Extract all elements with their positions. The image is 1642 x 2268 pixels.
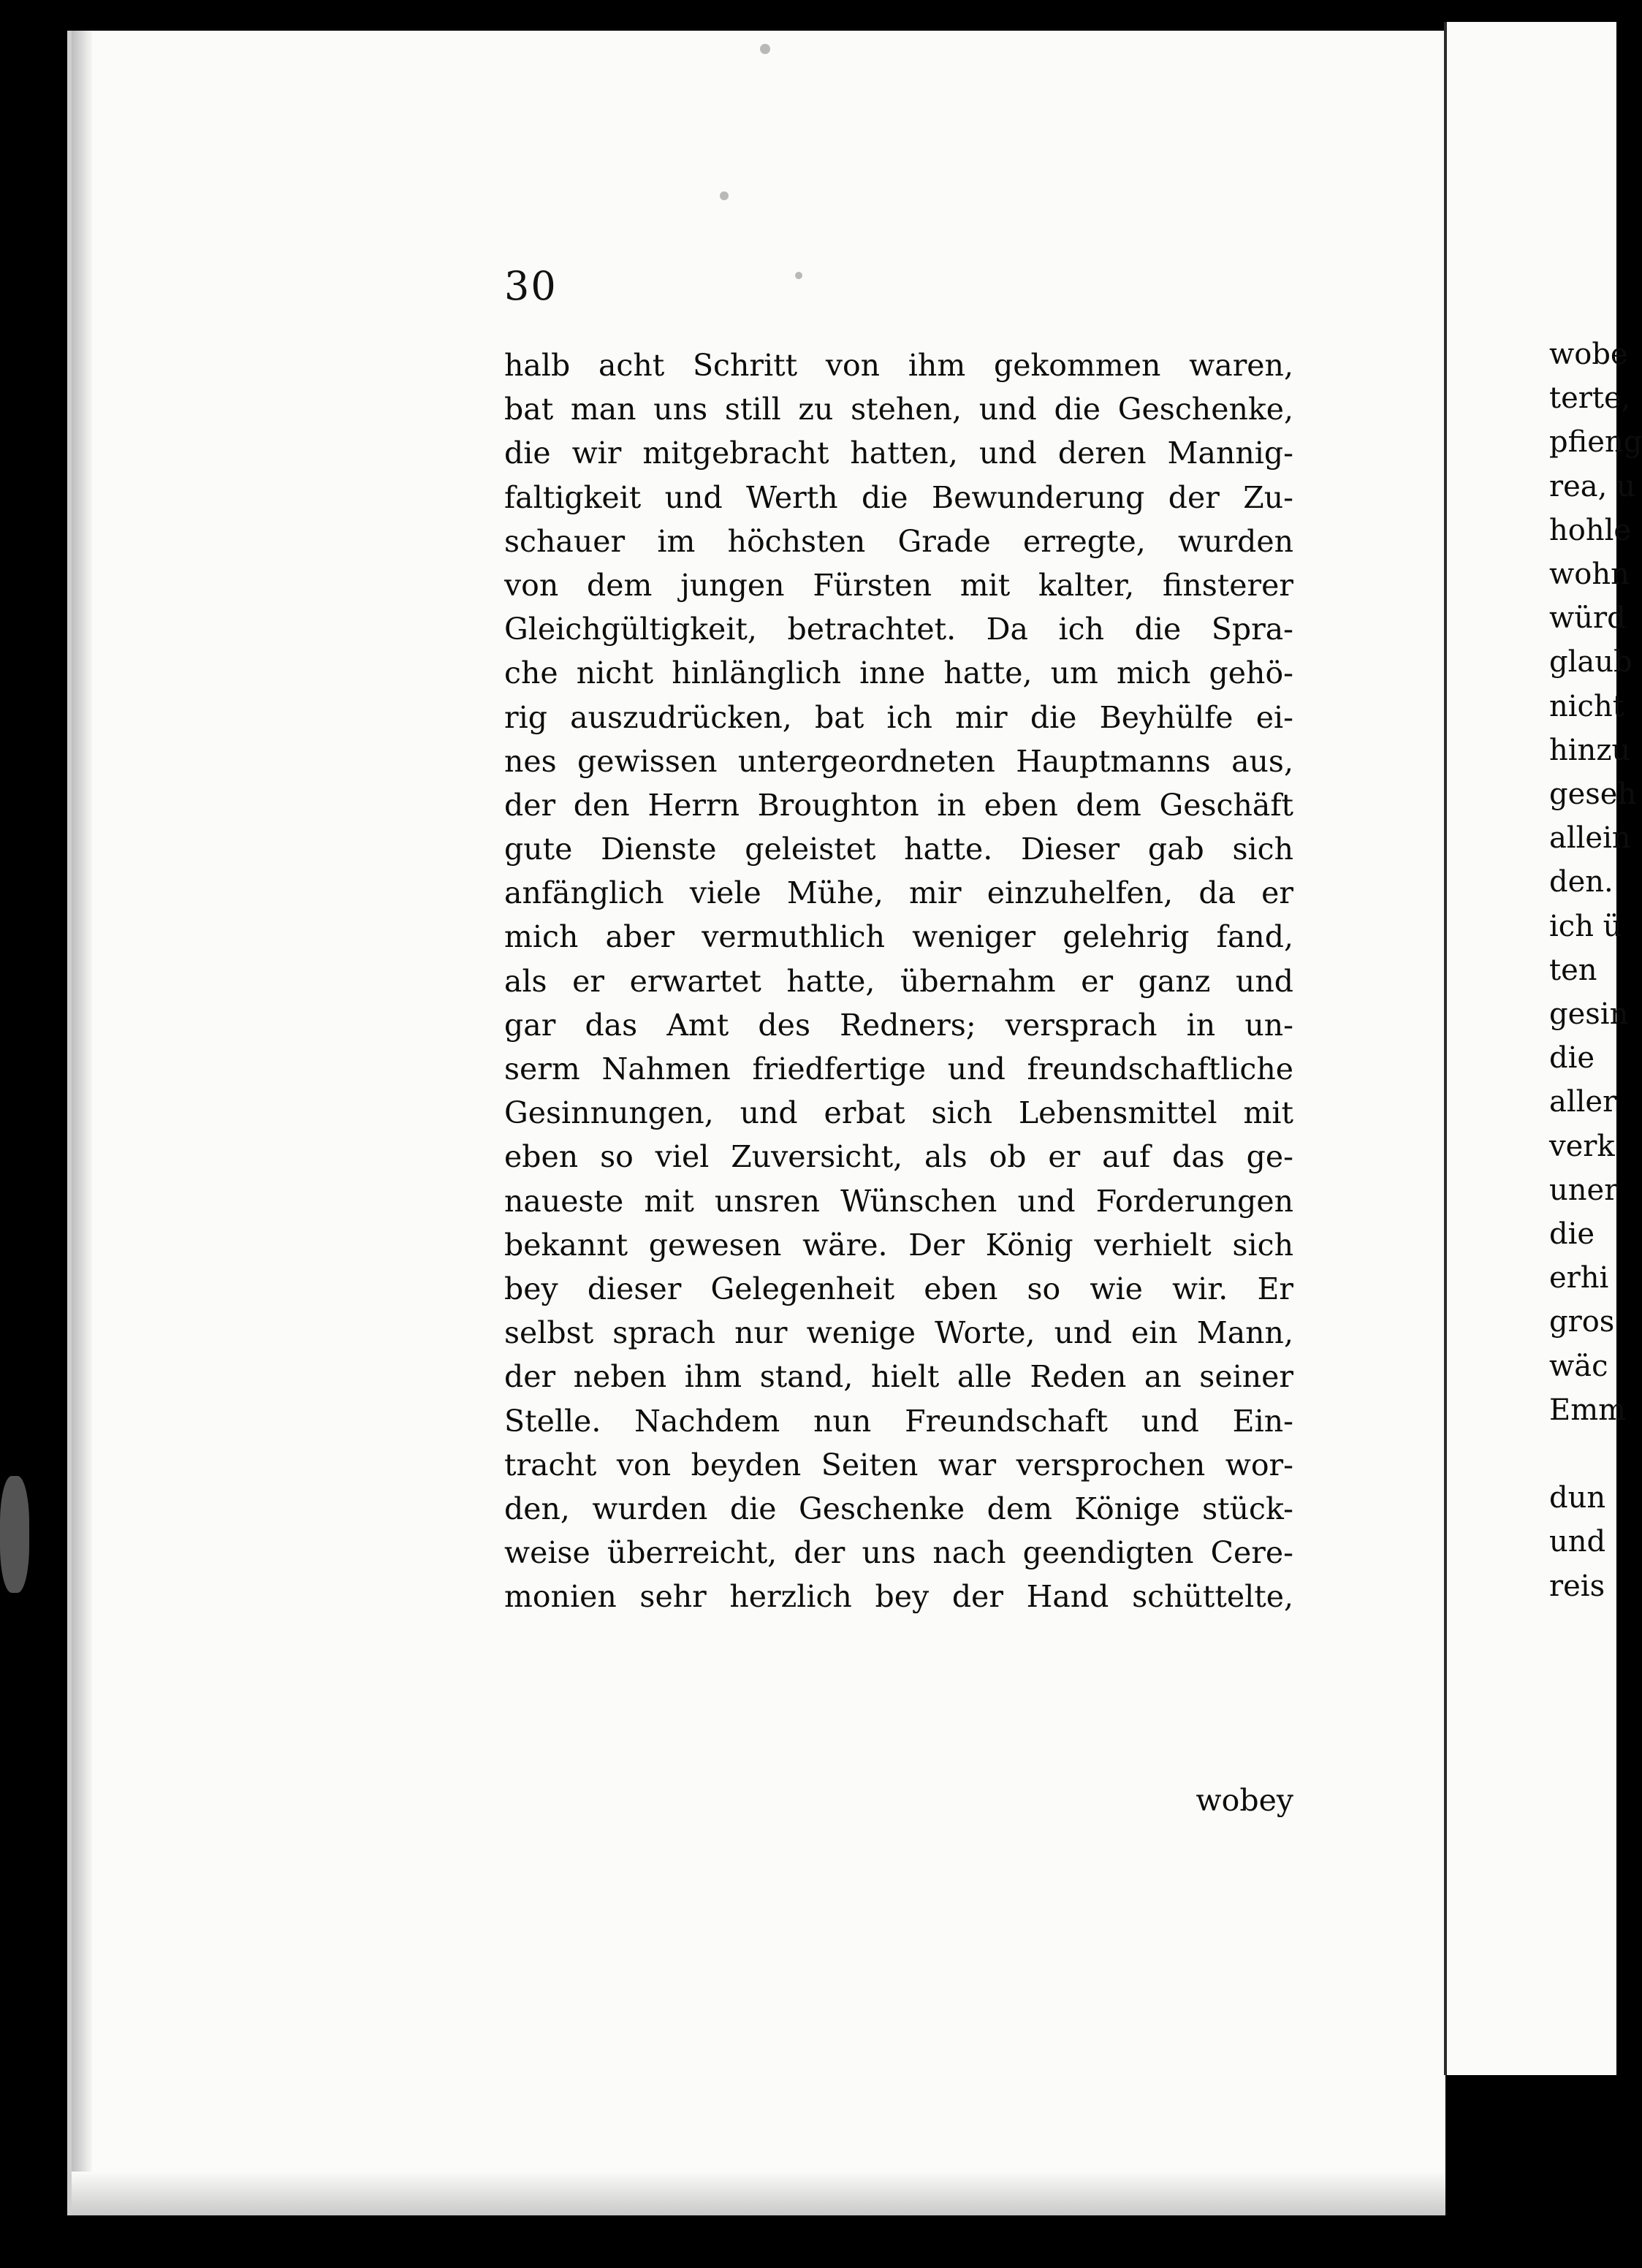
- right-page-line: die: [1549, 1041, 1595, 1076]
- text-line: Stelle. Nachdem nun Freundschaft und Ein-: [504, 1403, 1293, 1439]
- text-line: weise überreicht, der uns nach geendigten Cere-: [504, 1535, 1293, 1571]
- right-page-line: ten: [1549, 953, 1597, 987]
- right-page-line: wobe: [1549, 338, 1628, 371]
- right-page-line: und: [1549, 1525, 1606, 1559]
- right-page-line: verk: [1549, 1129, 1615, 1163]
- right-page-line: ich ü: [1549, 909, 1622, 943]
- right-page-line: gros: [1549, 1305, 1615, 1339]
- page-number: 30: [504, 263, 558, 309]
- page-smudge: [795, 272, 802, 279]
- page-smudge: [0, 1476, 29, 1593]
- right-page-line: Emm: [1549, 1393, 1627, 1427]
- text-line: naueste mit unsren Wünschen und Forderungen: [504, 1183, 1293, 1219]
- text-line: tracht von beyden Seiten war versprochen wor-: [504, 1447, 1293, 1483]
- right-page-line: glaub: [1549, 645, 1633, 680]
- right-page-line: hohle: [1549, 513, 1632, 547]
- text-line: Gleichgültigkeit, betrachtet. Da ich die Spra-: [504, 612, 1293, 647]
- right-page-line: aller: [1549, 1085, 1617, 1119]
- text-line: Gesinnungen, und erbat sich Lebensmittel mit: [504, 1095, 1293, 1131]
- text-line: che nicht hinlänglich inne hatte, um mich gehö-: [504, 655, 1293, 691]
- right-page-line: wohn: [1549, 558, 1630, 591]
- right-page-line: pfieng: [1549, 425, 1642, 460]
- text-line: als er erwartet hatte, übernahm er ganz und: [504, 963, 1293, 999]
- text-line: nes gewissen untergeordneten Hauptmanns aus,: [504, 743, 1293, 779]
- text-line: mich aber vermuthlich weniger gelehrig fand,: [504, 919, 1293, 955]
- text-line: gute Dienste geleistet hatte. Dieser gab sich: [504, 832, 1293, 867]
- text-line: bey dieser Gelegenheit eben so wie wir. Er: [504, 1271, 1293, 1306]
- right-page-line: rea, u: [1549, 469, 1635, 503]
- text-line: anfänglich viele Mühe, mir einzuhelfen, da er: [504, 875, 1293, 911]
- right-page-line: gesin: [1549, 997, 1629, 1031]
- right-page-line: hinzu: [1549, 733, 1631, 767]
- text-line: rig auszudrücken, bat ich mir die Beyhülfe ei-: [504, 699, 1293, 735]
- text-line: der neben ihm stand, hielt alle Reden an seiner: [504, 1359, 1293, 1395]
- text-line: den, wurden die Geschenke dem Könige stück-: [504, 1491, 1293, 1526]
- text-line: halb acht Schritt von ihm gekommen waren,: [504, 348, 1293, 383]
- right-page-line: dun: [1549, 1481, 1606, 1515]
- page-smudge: [760, 44, 770, 54]
- right-page-line: die: [1549, 1217, 1595, 1251]
- right-page-line: den.: [1549, 865, 1614, 899]
- text-line: von dem jungen Fürsten mit kalter, finsterer: [504, 567, 1293, 603]
- right-page-line: terte,: [1549, 381, 1631, 416]
- right-page-line: nicht: [1549, 689, 1624, 723]
- text-line: bat man uns still zu stehen, und die Geschenke,: [504, 392, 1293, 427]
- text-line: faltigkeit und Werth die Bewunderung der Zu-: [504, 479, 1293, 515]
- page-smudge: [720, 191, 729, 200]
- text-line: eben so viel Zuversicht, als ob er auf das ge-: [504, 1139, 1293, 1175]
- text-line: gar das Amt des Redners; versprach in un-: [504, 1007, 1293, 1043]
- right-page-line: geseh: [1549, 777, 1637, 811]
- right-page-line: allein: [1549, 821, 1631, 856]
- text-line: die wir mitgebracht hatten, und deren Mannig-: [504, 435, 1293, 471]
- catchword: wobey: [1196, 1783, 1293, 1818]
- right-page-line: reis: [1549, 1569, 1605, 1603]
- right-page-line: erhi: [1549, 1261, 1609, 1295]
- text-line: bekannt gewesen wäre. Der König verhielt sich: [504, 1227, 1293, 1263]
- text-line: serm Nahmen friedfertige und freundschaftliche: [504, 1051, 1293, 1087]
- body-text: [504, 343, 1293, 1618]
- text-line: selbst sprach nur wenige Worte, und ein Mann,: [504, 1315, 1293, 1351]
- text-line: schauer im höchsten Grade erregte, wurden: [504, 523, 1293, 559]
- right-page-line: uner: [1549, 1173, 1619, 1207]
- right-page-line: wäc: [1549, 1349, 1608, 1383]
- text-line: der den Herrn Broughton in eben dem Geschäft: [504, 787, 1293, 823]
- text-line: monien sehr herzlich bey der Hand schüttelte,: [504, 1579, 1293, 1615]
- right-page-line: würd: [1549, 601, 1626, 636]
